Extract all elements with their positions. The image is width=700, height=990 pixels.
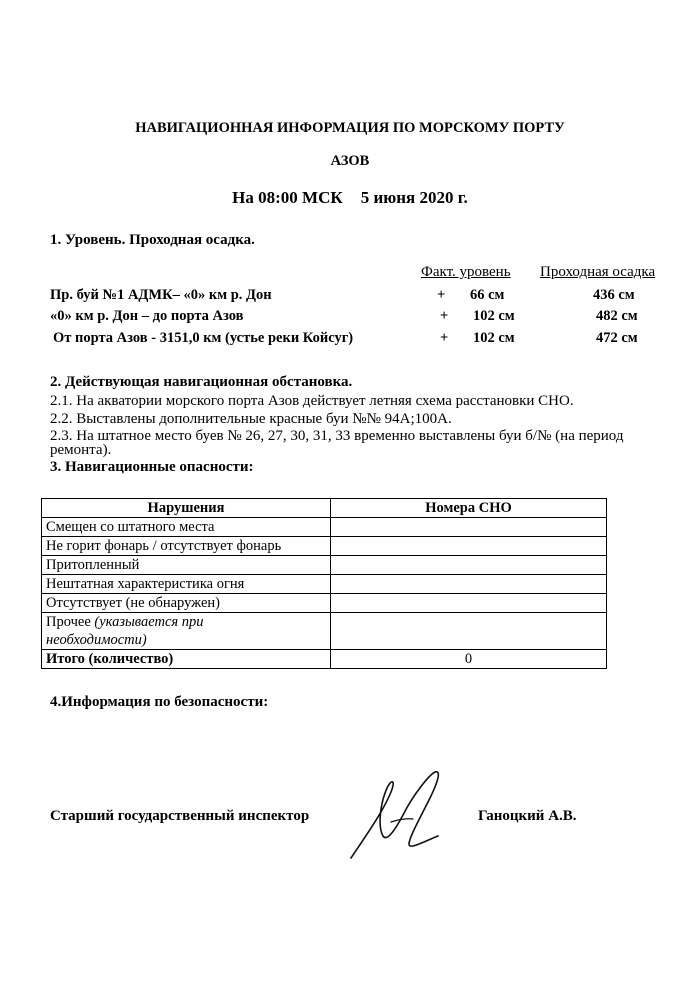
violation-value [331,594,607,613]
level-row-draft: 436 см [593,287,635,303]
handwritten-signature [343,770,453,862]
table-header-row [42,499,607,518]
section4-heading: 4.Информация по безопасности: [50,694,269,710]
violation-value [331,575,607,594]
other-note-cont: необходимости) [46,632,147,648]
document-title: НАВИГАЦИОННАЯ ИНФОРМАЦИЯ ПО МОРСКОМУ ПОРТУ [135,120,565,136]
section2-item-2: 2.2. Выставлены дополнительные красные буи №№ 94А;100А. [50,411,452,427]
table-row [42,556,607,575]
violation-label: Нештатная характеристика огня [42,575,331,594]
table-row-total [42,650,607,669]
date-prefix: На 08:00 МСК [232,188,343,207]
section2-item-3: 2.3. На штатное место буев № 26, 27, 30, 31, 33 временно выставлены буи б/№ (на период [50,428,624,444]
violation-label-other [42,613,331,650]
level-row-draft: 482 см [596,308,638,324]
violation-label: Не горит фонарь / отсутствует фонарь [42,537,331,556]
table-row [42,518,607,537]
col-numbers-header: Номера СНО [331,499,607,518]
section1-heading: 1. Уровень. Проходная осадка. [50,232,255,248]
inspector-name: Ганоцкий А.В. [478,808,577,824]
level-row-name: Пр. буй №1 АДМК– «0» км р. Дон [50,287,272,303]
level-row-draft: 472 см [596,330,638,346]
level-row-name: От порта Азов - 3151,0 км (устье реки Койсуг) [53,330,354,346]
section2-heading: 2. Действующая навигационная обстановка. [50,374,353,390]
table-row [42,575,607,594]
violation-value [331,537,607,556]
violation-label: Смещен со штатного места [42,518,331,537]
other-label: Прочее [46,614,95,630]
section2-item-3-cont: ремонта). [50,442,112,458]
total-label: Итого (количество) [42,650,331,669]
table-row [42,537,607,556]
level-row-sign: + [440,330,449,346]
violation-value [331,613,607,650]
other-note: (указывается при [94,614,204,630]
level-row-level: 66 см [470,287,505,303]
level-row-level: 102 см [473,308,515,324]
col-fact-level-header: Факт. уровень [421,264,511,280]
port-name: АЗОВ [330,153,370,169]
level-row-level: 102 см [473,330,515,346]
violation-label: Притопленный [42,556,331,575]
section2-item-1: 2.1. На акватории морского порта Азов действует летняя схема расстановки СНО. [50,393,574,409]
violation-value [331,518,607,537]
violation-label: Отсутствует (не обнаружен) [42,594,331,613]
col-draft-header: Проходная осадка [540,264,656,280]
section3-heading: 3. Навигационные опасности: [50,459,254,475]
level-row-sign: + [437,287,446,303]
table-row [42,594,607,613]
hazards-table [41,498,607,669]
inspector-position: Старший государственный инспектор [50,808,310,824]
total-value: 0 [331,650,607,669]
violation-value [331,556,607,575]
report-date [0,188,700,208]
date-value: 5 июня 2020 г. [360,188,468,207]
col-violations-header: Нарушения [42,499,331,518]
table-row-other [42,613,607,650]
level-row-sign: + [440,308,449,324]
level-row-name: «0» км р. Дон – до порта Азов [50,308,244,324]
